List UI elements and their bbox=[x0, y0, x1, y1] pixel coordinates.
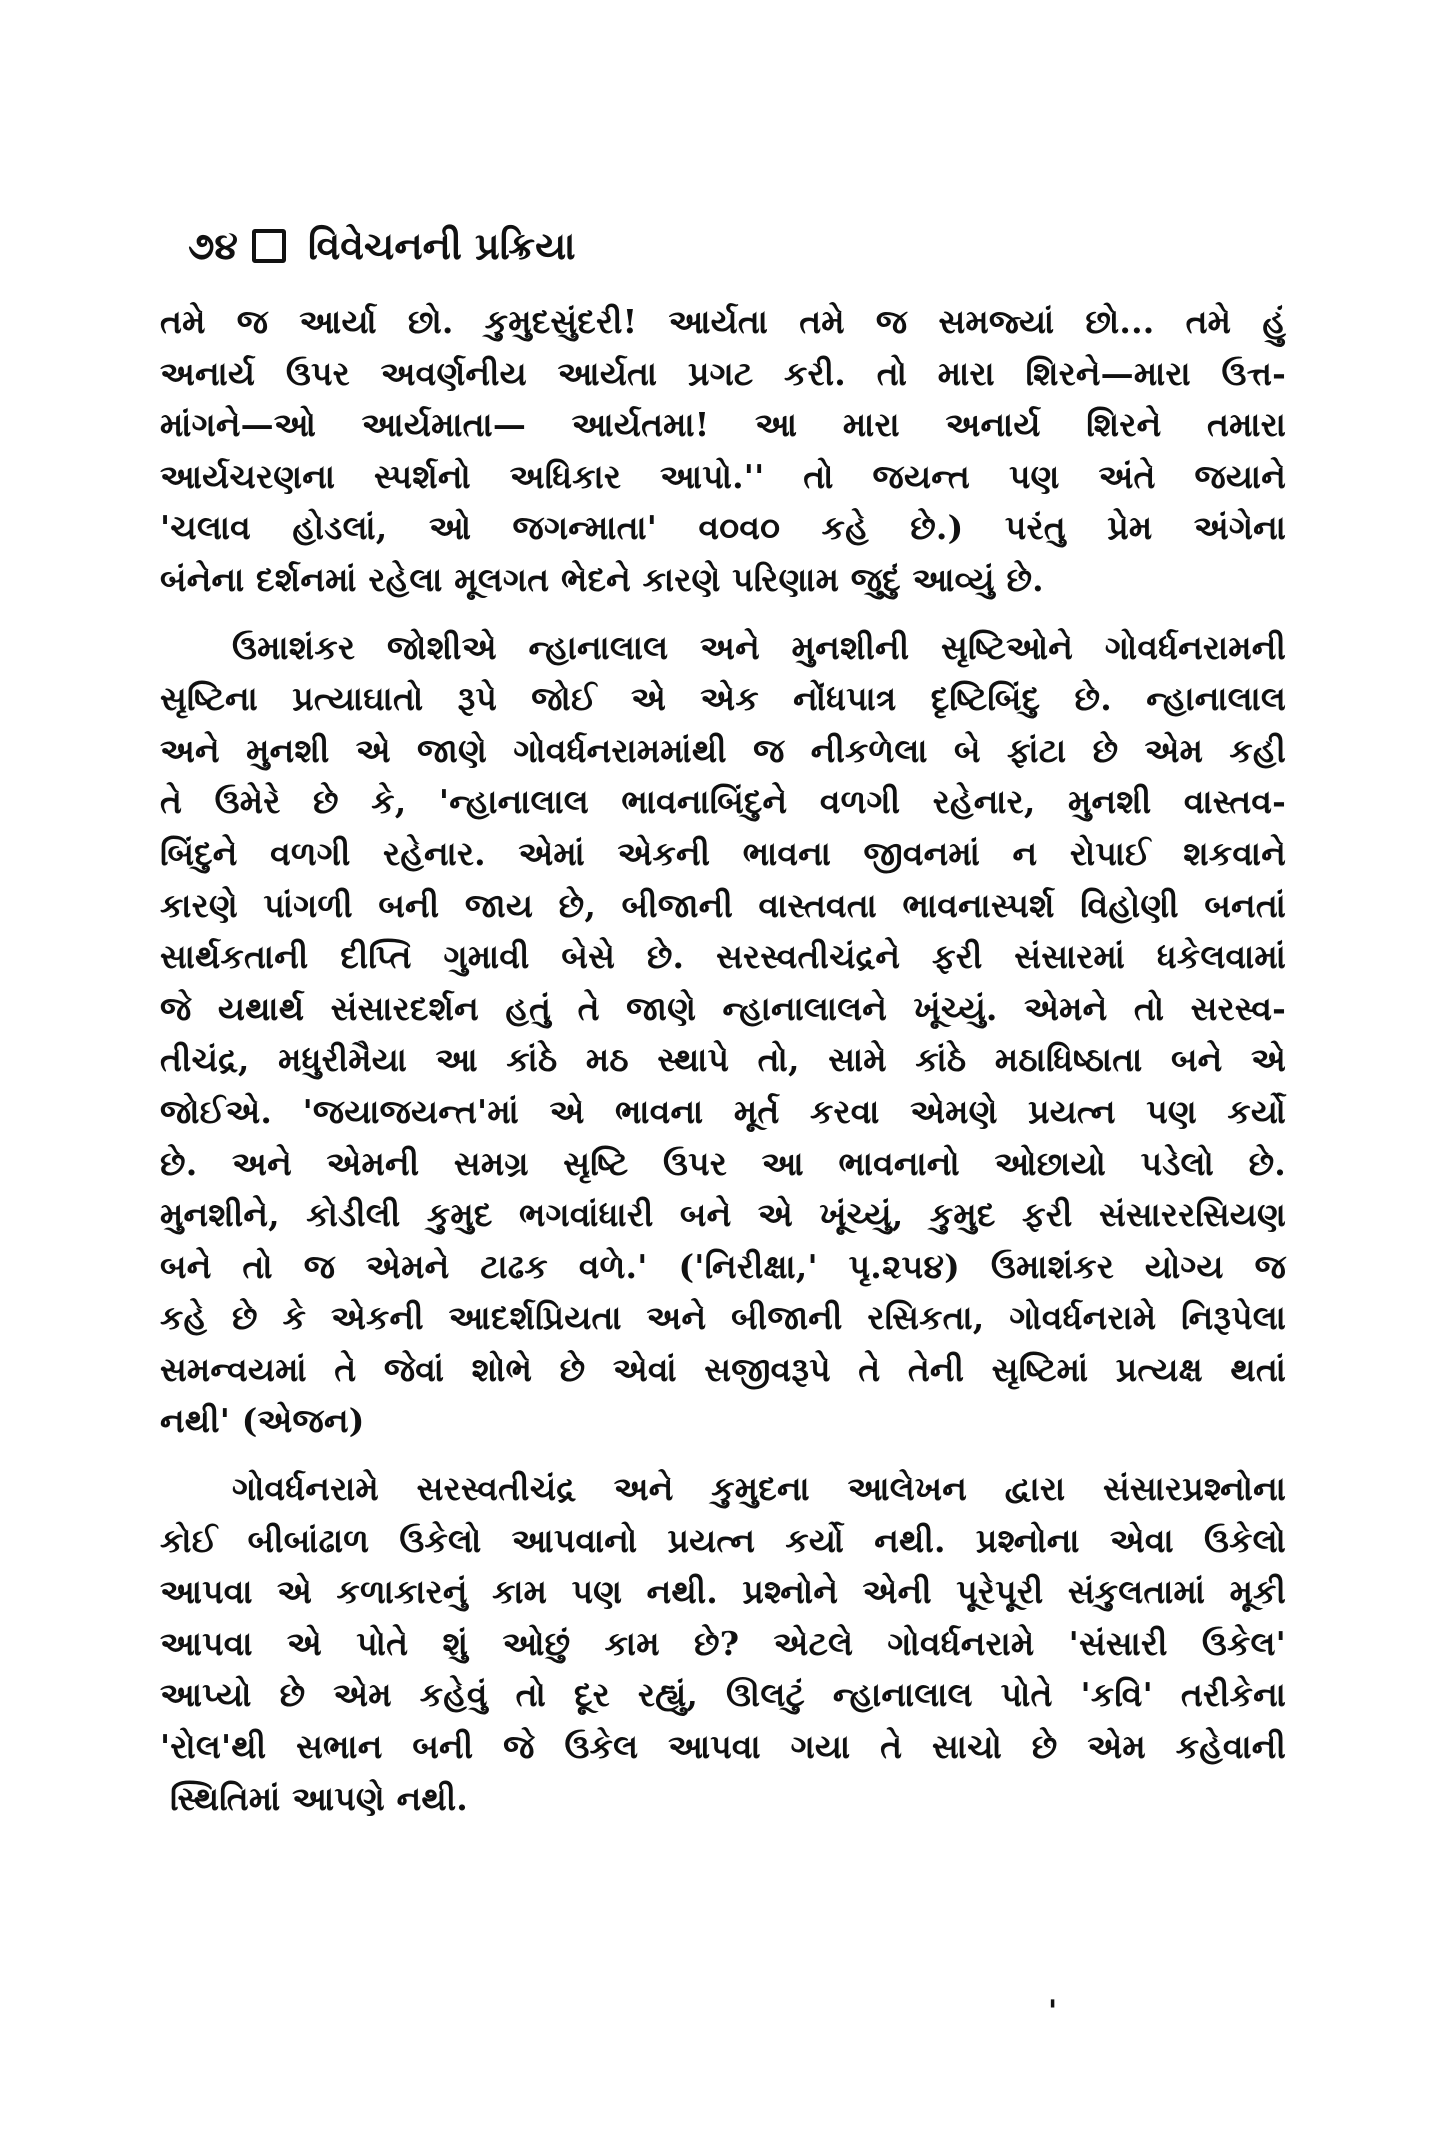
text-line: કહે છે કે એકની આદર્શપ્રિયતા અને બીજાની રસિકતા, ગોવર્ધનરામે નિરૂપેલા bbox=[160, 1298, 1286, 1338]
text-line: અને મુનશી એ જાણે ગોવર્ધનરામમાંથી જ નીકળેલા બે ફાંટા છે એમ કહી bbox=[160, 730, 1286, 770]
text-line: અનાર્ય ઉપર અવર્ણનીય આર્યતા પ્રગટ કરી. તો મારા શિરને—મારા ઉત્ત- bbox=[160, 353, 1286, 393]
text-line: આપ્યો છે એમ કહેવું તો દૂર રહ્યું, ઊલટું ન્હાનાલાલ પોતે 'કવિ' તરીકેના bbox=[160, 1675, 1286, 1715]
text-line: છે. અને એમની સમગ્ર સૃષ્ટિ ઉપર આ ભાવનાનો ઓછાયો પડેલો છે. bbox=[160, 1143, 1286, 1183]
text-line: સાર્થકતાની દીપ્તિ ગુમાવી બેસે છે. સરસ્વતીચંદ્રને ફરી સંસારમાં ધકેલવામાં bbox=[160, 937, 1286, 977]
text-line: સમન્વયમાં તે જેવાં શોભે છે એવાં સજીવરૂપે તે તેની સૃષ્ટિમાં પ્રત્યક્ષ થતાં bbox=[160, 1349, 1286, 1389]
stray-mark: ' bbox=[1048, 1994, 1058, 2029]
text-line: 'ચલાવ હોડલાં, ઓ જગન્માતા' વ૦વ૦ કહે છે.) પરંતુ પ્રેમ અંગેના bbox=[160, 508, 1286, 548]
paragraph-gap bbox=[160, 606, 1286, 622]
paragraph bbox=[160, 1463, 1286, 1824]
text-line: બંનેના દર્શનમાં રહેલા મૂલગત ભેદને કારણે પરિણામ જુદું આવ્યું છે. bbox=[160, 559, 1044, 599]
book-title: વિવેચનની પ્રક્રિયા bbox=[307, 223, 576, 268]
body-text bbox=[160, 296, 1286, 1824]
text-line: તીચંદ્ર, મધુરીમૈયા આ કાંઠે મઠ સ્થાપે તો, સામે કાંઠે મઠાધિષ્ઠાતા બને એ bbox=[160, 1040, 1286, 1080]
paragraph-gap bbox=[160, 1447, 1286, 1463]
text-line: સ્થિતિમાં આપણે નથી. bbox=[170, 1778, 468, 1818]
text-line: જે યથાર્થ સંસારદર્શન હતું તે જાણે ન્હાનાલાલને ખૂંચ્યું. એમને તો સરસ્વ- bbox=[160, 988, 1286, 1028]
text-line: બને તો જ એમને ટાઢક વળે.' ('નિરીક્ષા,' પૃ.૨૫૪) ઉમાશંકર યોગ્ય જ bbox=[160, 1246, 1286, 1286]
text-line: નથી' (એજન) bbox=[160, 1401, 365, 1441]
text-line: માંગને—ઓ આર્યમાતા— આર્યતમા! આ મારા અનાર્ય શિરને તમારા bbox=[160, 405, 1286, 445]
text-line: આપવા એ કળાકારનું કામ પણ નથી. પ્રશ્નોને એની પૂરેપૂરી સંકુલતામાં મૂકી bbox=[160, 1572, 1286, 1612]
text-line: 'રોલ'થી સભાન બની જે ઉકેલ આપવા ગયા તે સાચો છે એમ કહેવાની bbox=[160, 1727, 1286, 1767]
square-box-icon bbox=[252, 229, 286, 263]
text-line: મુનશીને, કોડીલી કુમુદ ભગવાંધારી બને એ ખૂંચ્યું, કુમુદ ફરી સંસારરસિયણ bbox=[160, 1195, 1286, 1235]
text-line: સૃષ્ટિના પ્રત્યાઘાતો રૂપે જોઈ એ એક નોંધપાત્ર દૃષ્ટિબિંદુ છે. ન્હાનાલાલ bbox=[160, 679, 1286, 719]
text-line: બિંદુને વળગી રહેનાર. એમાં એકની ભાવના જીવનમાં ન રોપાઈ શકવાને bbox=[160, 833, 1286, 873]
text-line: આપવા એ પોતે શું ઓછું કામ છે? એટલે ગોવર્ધનરામે 'સંસારી ઉકેલ' bbox=[160, 1623, 1286, 1663]
text-line: ગોવર્ધનરામે સરસ્વતીચંદ્ર અને કુમુદના આલેખન દ્વારા સંસારપ્રશ્નોના bbox=[232, 1469, 1286, 1509]
text-line: તે ઉમેરે છે કે, 'ન્હાનાલાલ ભાવનાબિંદુને વળગી રહેનાર, મુનશી વાસ્તવ- bbox=[160, 782, 1286, 822]
text-line: ઉમાશંકર જોશીએ ન્હાનાલાલ અને મુનશીની સૃષ્ટિઓને ગોવર્ધનરામની bbox=[232, 627, 1286, 667]
text-line: કારણે પાંગળી બની જાય છે, બીજાની વાસ્તવતા ભાવનાસ્પર્શ વિહોણી બનતાં bbox=[160, 885, 1286, 925]
text-line: જોઈએ. 'જયાજયન્ત'માં એ ભાવના મૂર્ત કરવા એમણે પ્રયત્ન પણ કર્યો bbox=[160, 1091, 1286, 1131]
paragraph bbox=[160, 296, 1286, 606]
text-line: આર્યચરણના સ્પર્શનો અધિકાર આપો.'' તો જયન્ત પણ અંતે જયાને bbox=[160, 456, 1286, 496]
text-line: કોઈ બીબાંઢાળ ઉકેલો આપવાનો પ્રયત્ન કર્યો નથી. પ્રશ્નોના એવા ઉકેલો bbox=[160, 1520, 1286, 1560]
page-number: ૭૪ bbox=[188, 223, 238, 268]
text-line: તમે જ આર્યા છો. કુમુદસુંદરી! આર્યતા તમે જ સમજ્યાં છો... તમે હું bbox=[160, 302, 1286, 341]
running-header bbox=[188, 218, 576, 274]
paragraph bbox=[160, 622, 1286, 1448]
